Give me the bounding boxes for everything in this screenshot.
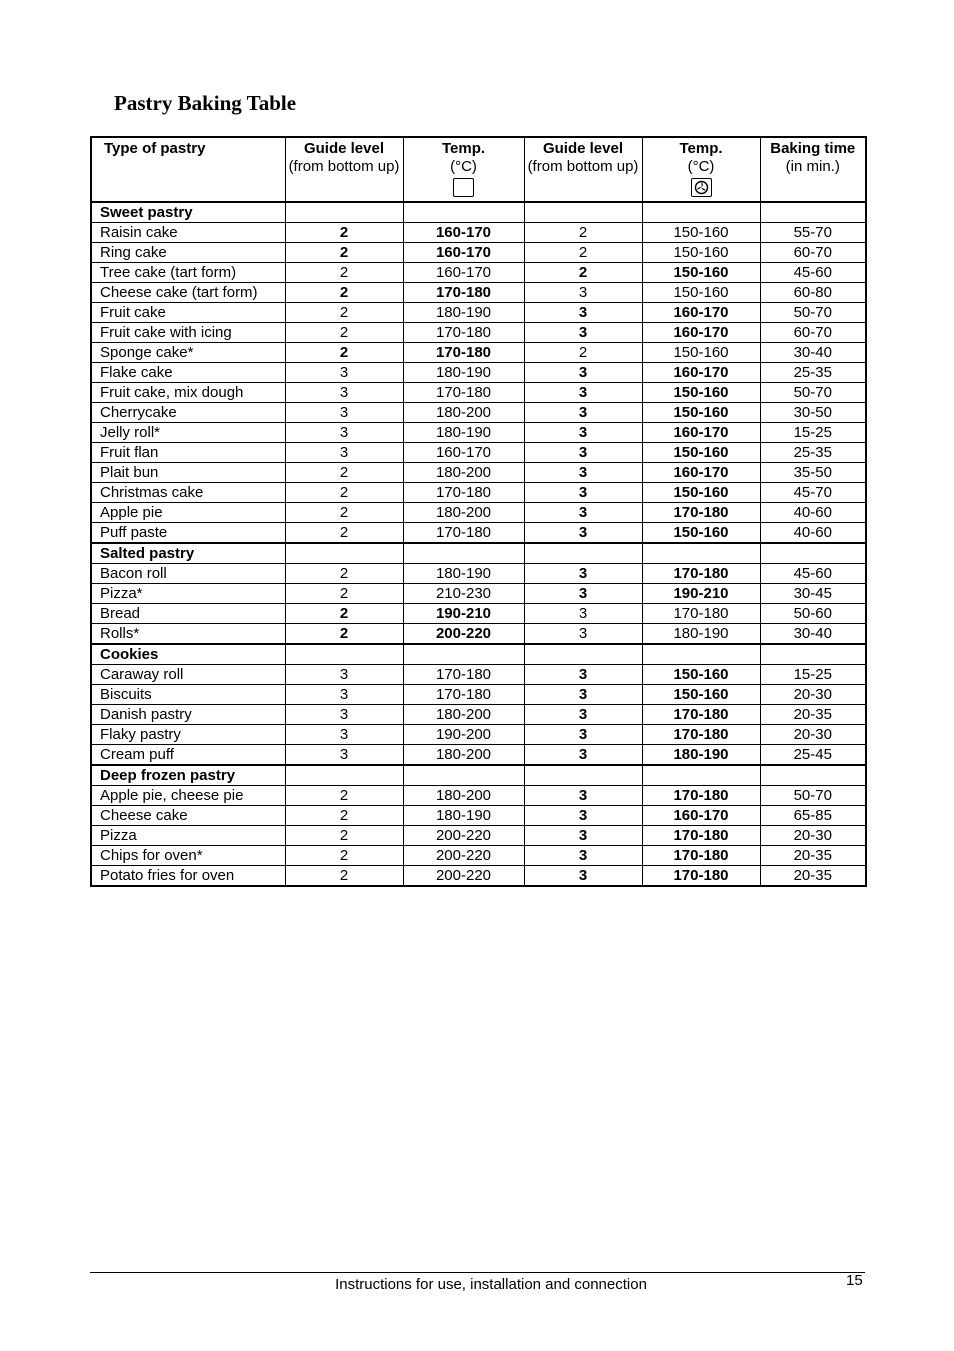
guide-level-conventional: 2 bbox=[285, 826, 403, 846]
pastry-name: Fruit flan bbox=[91, 443, 285, 463]
baking-time: 15-25 bbox=[760, 423, 866, 443]
section-header-row bbox=[91, 202, 866, 223]
guide-level-fan: 3 bbox=[524, 786, 642, 806]
section-header-row bbox=[91, 644, 866, 665]
table-row bbox=[91, 363, 866, 383]
header-temp-2: Temp. (°C) bbox=[642, 137, 760, 202]
baking-time: 35-50 bbox=[760, 463, 866, 483]
guide-level-conventional: 2 bbox=[285, 263, 403, 283]
pastry-name: Flaky pastry bbox=[91, 725, 285, 745]
temp-fan: 170-180 bbox=[642, 705, 760, 725]
table-row bbox=[91, 745, 866, 766]
temp-fan: 160-170 bbox=[642, 303, 760, 323]
guide-level-conventional: 2 bbox=[285, 503, 403, 523]
temp-conventional: 170-180 bbox=[403, 383, 524, 403]
fan-heat-icon bbox=[691, 178, 712, 197]
temp-conventional: 170-180 bbox=[403, 323, 524, 343]
guide-level-conventional: 2 bbox=[285, 624, 403, 645]
pastry-name: Tree cake (tart form) bbox=[91, 263, 285, 283]
table-row bbox=[91, 483, 866, 503]
guide-level-fan: 2 bbox=[524, 263, 642, 283]
guide-level-conventional: 2 bbox=[285, 343, 403, 363]
temp-conventional: 160-170 bbox=[403, 223, 524, 243]
empty-cell bbox=[642, 202, 760, 223]
pastry-name: Sponge cake* bbox=[91, 343, 285, 363]
empty-cell bbox=[642, 543, 760, 564]
baking-time: 50-70 bbox=[760, 786, 866, 806]
table-row bbox=[91, 665, 866, 685]
temp-fan: 150-160 bbox=[642, 665, 760, 685]
temp-fan: 160-170 bbox=[642, 463, 760, 483]
guide-level-conventional: 3 bbox=[285, 725, 403, 745]
baking-time: 60-70 bbox=[760, 323, 866, 343]
temp-conventional: 170-180 bbox=[403, 283, 524, 303]
table-row bbox=[91, 343, 866, 363]
temp-conventional: 170-180 bbox=[403, 523, 524, 544]
baking-time: 30-45 bbox=[760, 584, 866, 604]
empty-cell bbox=[642, 644, 760, 665]
temp-conventional: 180-190 bbox=[403, 806, 524, 826]
guide-level-conventional: 2 bbox=[285, 564, 403, 584]
empty-cell bbox=[760, 765, 866, 786]
pastry-name: Plait bun bbox=[91, 463, 285, 483]
guide-level-fan: 3 bbox=[524, 866, 642, 887]
conventional-heat-icon bbox=[453, 178, 474, 197]
empty-cell bbox=[285, 543, 403, 564]
guide-level-fan: 3 bbox=[524, 604, 642, 624]
baking-time: 15-25 bbox=[760, 665, 866, 685]
empty-cell bbox=[524, 765, 642, 786]
guide-level-fan: 3 bbox=[524, 483, 642, 503]
guide-level-conventional: 2 bbox=[285, 866, 403, 887]
guide-level-conventional: 2 bbox=[285, 604, 403, 624]
empty-cell bbox=[403, 644, 524, 665]
temp-conventional: 170-180 bbox=[403, 483, 524, 503]
guide-level-conventional: 3 bbox=[285, 423, 403, 443]
baking-time: 45-60 bbox=[760, 564, 866, 584]
temp-fan: 150-160 bbox=[642, 685, 760, 705]
guide-level-conventional: 2 bbox=[285, 523, 403, 544]
baking-time: 50-70 bbox=[760, 303, 866, 323]
temp-conventional: 200-220 bbox=[403, 624, 524, 645]
table-row bbox=[91, 866, 866, 887]
guide-level-fan: 3 bbox=[524, 705, 642, 725]
table-row bbox=[91, 846, 866, 866]
section-title: Cookies bbox=[91, 644, 285, 665]
section-header-row bbox=[91, 543, 866, 564]
pastry-baking-table bbox=[90, 136, 867, 887]
guide-level-conventional: 2 bbox=[285, 786, 403, 806]
temp-fan: 180-190 bbox=[642, 624, 760, 645]
guide-level-fan: 3 bbox=[524, 363, 642, 383]
pastry-name: Apple pie, cheese pie bbox=[91, 786, 285, 806]
section-title: Deep frozen pastry bbox=[91, 765, 285, 786]
temp-conventional: 190-200 bbox=[403, 725, 524, 745]
pastry-name: Ring cake bbox=[91, 243, 285, 263]
table-row bbox=[91, 826, 866, 846]
pastry-name: Fruit cake, mix dough bbox=[91, 383, 285, 403]
temp-fan: 170-180 bbox=[642, 866, 760, 887]
temp-conventional: 190-210 bbox=[403, 604, 524, 624]
empty-cell bbox=[285, 202, 403, 223]
baking-time: 30-50 bbox=[760, 403, 866, 423]
guide-level-conventional: 3 bbox=[285, 665, 403, 685]
temp-fan: 160-170 bbox=[642, 423, 760, 443]
temp-conventional: 170-180 bbox=[403, 665, 524, 685]
pastry-name: Flake cake bbox=[91, 363, 285, 383]
baking-time: 20-35 bbox=[760, 866, 866, 887]
temp-fan: 150-160 bbox=[642, 483, 760, 503]
pastry-name: Pizza* bbox=[91, 584, 285, 604]
temp-fan: 190-210 bbox=[642, 584, 760, 604]
empty-cell bbox=[524, 543, 642, 564]
table-row bbox=[91, 806, 866, 826]
table-row bbox=[91, 624, 866, 645]
table-row bbox=[91, 443, 866, 463]
pastry-name: Chips for oven* bbox=[91, 846, 285, 866]
guide-level-fan: 2 bbox=[524, 243, 642, 263]
temp-fan: 150-160 bbox=[642, 383, 760, 403]
empty-cell bbox=[524, 644, 642, 665]
baking-time: 65-85 bbox=[760, 806, 866, 826]
guide-level-fan: 3 bbox=[524, 403, 642, 423]
temp-conventional: 210-230 bbox=[403, 584, 524, 604]
temp-conventional: 180-190 bbox=[403, 303, 524, 323]
temp-fan: 150-160 bbox=[642, 283, 760, 303]
empty-cell bbox=[760, 644, 866, 665]
guide-level-fan: 3 bbox=[524, 323, 642, 343]
baking-time: 20-30 bbox=[760, 685, 866, 705]
pastry-name: Biscuits bbox=[91, 685, 285, 705]
temp-fan: 170-180 bbox=[642, 846, 760, 866]
temp-fan: 170-180 bbox=[642, 564, 760, 584]
temp-fan: 160-170 bbox=[642, 363, 760, 383]
empty-cell bbox=[403, 202, 524, 223]
temp-conventional: 200-220 bbox=[403, 866, 524, 887]
guide-level-conventional: 3 bbox=[285, 443, 403, 463]
guide-level-fan: 3 bbox=[524, 564, 642, 584]
guide-level-fan: 2 bbox=[524, 343, 642, 363]
table-row bbox=[91, 263, 866, 283]
guide-level-fan: 2 bbox=[524, 223, 642, 243]
guide-level-conventional: 3 bbox=[285, 745, 403, 766]
temp-conventional: 180-200 bbox=[403, 745, 524, 766]
table-row bbox=[91, 423, 866, 443]
guide-level-fan: 3 bbox=[524, 846, 642, 866]
temp-fan: 150-160 bbox=[642, 523, 760, 544]
pastry-name: Pizza bbox=[91, 826, 285, 846]
guide-level-fan: 3 bbox=[524, 665, 642, 685]
table-row bbox=[91, 463, 866, 483]
table-row bbox=[91, 786, 866, 806]
baking-time: 60-70 bbox=[760, 243, 866, 263]
empty-cell bbox=[760, 543, 866, 564]
table-row bbox=[91, 685, 866, 705]
guide-level-conventional: 2 bbox=[285, 483, 403, 503]
guide-level-fan: 3 bbox=[524, 685, 642, 705]
guide-level-fan: 3 bbox=[524, 745, 642, 766]
guide-level-conventional: 2 bbox=[285, 303, 403, 323]
temp-fan: 170-180 bbox=[642, 503, 760, 523]
pastry-name: Jelly roll* bbox=[91, 423, 285, 443]
baking-time: 25-35 bbox=[760, 363, 866, 383]
table-row bbox=[91, 403, 866, 423]
table-row bbox=[91, 523, 866, 544]
pastry-name: Cheese cake bbox=[91, 806, 285, 826]
guide-level-conventional: 2 bbox=[285, 584, 403, 604]
pastry-name: Christmas cake bbox=[91, 483, 285, 503]
guide-level-fan: 3 bbox=[524, 383, 642, 403]
footer-text: Instructions for use, installation and connection bbox=[335, 1276, 647, 1293]
table-row bbox=[91, 223, 866, 243]
guide-level-conventional: 3 bbox=[285, 383, 403, 403]
pastry-name: Raisin cake bbox=[91, 223, 285, 243]
baking-time: 20-30 bbox=[760, 826, 866, 846]
temp-conventional: 180-200 bbox=[403, 705, 524, 725]
empty-cell bbox=[403, 765, 524, 786]
guide-level-conventional: 2 bbox=[285, 223, 403, 243]
temp-fan: 150-160 bbox=[642, 443, 760, 463]
temp-conventional: 170-180 bbox=[403, 685, 524, 705]
guide-level-fan: 3 bbox=[524, 826, 642, 846]
temp-conventional: 180-200 bbox=[403, 463, 524, 483]
pastry-name: Danish pastry bbox=[91, 705, 285, 725]
pastry-name: Apple pie bbox=[91, 503, 285, 523]
pastry-name: Puff paste bbox=[91, 523, 285, 544]
baking-time: 40-60 bbox=[760, 523, 866, 544]
guide-level-fan: 3 bbox=[524, 443, 642, 463]
guide-level-fan: 3 bbox=[524, 503, 642, 523]
temp-fan: 170-180 bbox=[642, 786, 760, 806]
temp-conventional: 200-220 bbox=[403, 846, 524, 866]
temp-conventional: 180-190 bbox=[403, 363, 524, 383]
page-number: 15 bbox=[846, 1272, 863, 1289]
guide-level-fan: 3 bbox=[524, 725, 642, 745]
pastry-name: Cherrycake bbox=[91, 403, 285, 423]
table-row bbox=[91, 725, 866, 745]
baking-time: 30-40 bbox=[760, 343, 866, 363]
temp-fan: 150-160 bbox=[642, 403, 760, 423]
temp-conventional: 180-200 bbox=[403, 503, 524, 523]
footer-divider bbox=[90, 1272, 865, 1273]
table-row bbox=[91, 604, 866, 624]
guide-level-fan: 3 bbox=[524, 463, 642, 483]
pastry-name: Bread bbox=[91, 604, 285, 624]
temp-conventional: 200-220 bbox=[403, 826, 524, 846]
baking-time: 25-45 bbox=[760, 745, 866, 766]
temp-fan: 170-180 bbox=[642, 604, 760, 624]
guide-level-conventional: 3 bbox=[285, 685, 403, 705]
header-guide-level-1: Guide level (from bottom up) bbox=[285, 137, 403, 202]
baking-time: 20-30 bbox=[760, 725, 866, 745]
empty-cell bbox=[285, 765, 403, 786]
pastry-name: Potato fries for oven bbox=[91, 866, 285, 887]
baking-time: 25-35 bbox=[760, 443, 866, 463]
baking-time: 30-40 bbox=[760, 624, 866, 645]
header-temp-1: Temp. (°C) bbox=[403, 137, 524, 202]
guide-level-conventional: 2 bbox=[285, 846, 403, 866]
guide-level-conventional: 3 bbox=[285, 363, 403, 383]
pastry-name: Caraway roll bbox=[91, 665, 285, 685]
empty-cell bbox=[760, 202, 866, 223]
empty-cell bbox=[285, 644, 403, 665]
guide-level-conventional: 2 bbox=[285, 243, 403, 263]
empty-cell bbox=[524, 202, 642, 223]
baking-time: 45-60 bbox=[760, 263, 866, 283]
guide-level-fan: 3 bbox=[524, 303, 642, 323]
table-row bbox=[91, 323, 866, 343]
empty-cell bbox=[403, 543, 524, 564]
pastry-name: Rolls* bbox=[91, 624, 285, 645]
pastry-name: Fruit cake bbox=[91, 303, 285, 323]
guide-level-fan: 3 bbox=[524, 283, 642, 303]
temp-fan: 150-160 bbox=[642, 263, 760, 283]
baking-time: 50-70 bbox=[760, 383, 866, 403]
guide-level-conventional: 2 bbox=[285, 806, 403, 826]
section-title: Salted pastry bbox=[91, 543, 285, 564]
temp-fan: 180-190 bbox=[642, 745, 760, 766]
header-baking-time: Baking time (in min.) bbox=[760, 137, 866, 202]
guide-level-conventional: 3 bbox=[285, 403, 403, 423]
guide-level-fan: 3 bbox=[524, 423, 642, 443]
temp-conventional: 160-170 bbox=[403, 443, 524, 463]
pastry-name: Cream puff bbox=[91, 745, 285, 766]
baking-time: 40-60 bbox=[760, 503, 866, 523]
table-row bbox=[91, 383, 866, 403]
guide-level-conventional: 2 bbox=[285, 463, 403, 483]
empty-cell bbox=[642, 765, 760, 786]
temp-fan: 150-160 bbox=[642, 223, 760, 243]
guide-level-conventional: 2 bbox=[285, 283, 403, 303]
section-title: Sweet pastry bbox=[91, 202, 285, 223]
temp-fan: 150-160 bbox=[642, 243, 760, 263]
temp-fan: 160-170 bbox=[642, 323, 760, 343]
section-header-row bbox=[91, 765, 866, 786]
baking-time: 60-80 bbox=[760, 283, 866, 303]
pastry-name: Cheese cake (tart form) bbox=[91, 283, 285, 303]
temp-conventional: 170-180 bbox=[403, 343, 524, 363]
temp-conventional: 180-190 bbox=[403, 564, 524, 584]
table-row bbox=[91, 503, 866, 523]
table-row bbox=[91, 303, 866, 323]
header-guide-level-2: Guide level (from bottom up) bbox=[524, 137, 642, 202]
guide-level-fan: 3 bbox=[524, 523, 642, 544]
page-title: Pastry Baking Table bbox=[114, 91, 297, 115]
baking-time: 20-35 bbox=[760, 705, 866, 725]
guide-level-fan: 3 bbox=[524, 584, 642, 604]
temp-fan: 170-180 bbox=[642, 725, 760, 745]
temp-conventional: 180-200 bbox=[403, 403, 524, 423]
baking-time: 55-70 bbox=[760, 223, 866, 243]
pastry-name: Bacon roll bbox=[91, 564, 285, 584]
temp-fan: 150-160 bbox=[642, 343, 760, 363]
temp-conventional: 180-200 bbox=[403, 786, 524, 806]
table-row bbox=[91, 564, 866, 584]
guide-level-fan: 3 bbox=[524, 806, 642, 826]
baking-time: 20-35 bbox=[760, 846, 866, 866]
pastry-name: Fruit cake with icing bbox=[91, 323, 285, 343]
temp-fan: 170-180 bbox=[642, 826, 760, 846]
table-row bbox=[91, 243, 866, 263]
baking-time: 45-70 bbox=[760, 483, 866, 503]
table-header-row bbox=[91, 137, 866, 202]
baking-time: 50-60 bbox=[760, 604, 866, 624]
temp-conventional: 160-170 bbox=[403, 263, 524, 283]
header-type-of-pastry: Type of pastry bbox=[91, 137, 285, 202]
guide-level-conventional: 3 bbox=[285, 705, 403, 725]
table-row bbox=[91, 705, 866, 725]
guide-level-fan: 3 bbox=[524, 624, 642, 645]
guide-level-conventional: 2 bbox=[285, 323, 403, 343]
table-row bbox=[91, 584, 866, 604]
temp-conventional: 180-190 bbox=[403, 423, 524, 443]
temp-fan: 160-170 bbox=[642, 806, 760, 826]
table-row bbox=[91, 283, 866, 303]
temp-conventional: 160-170 bbox=[403, 243, 524, 263]
